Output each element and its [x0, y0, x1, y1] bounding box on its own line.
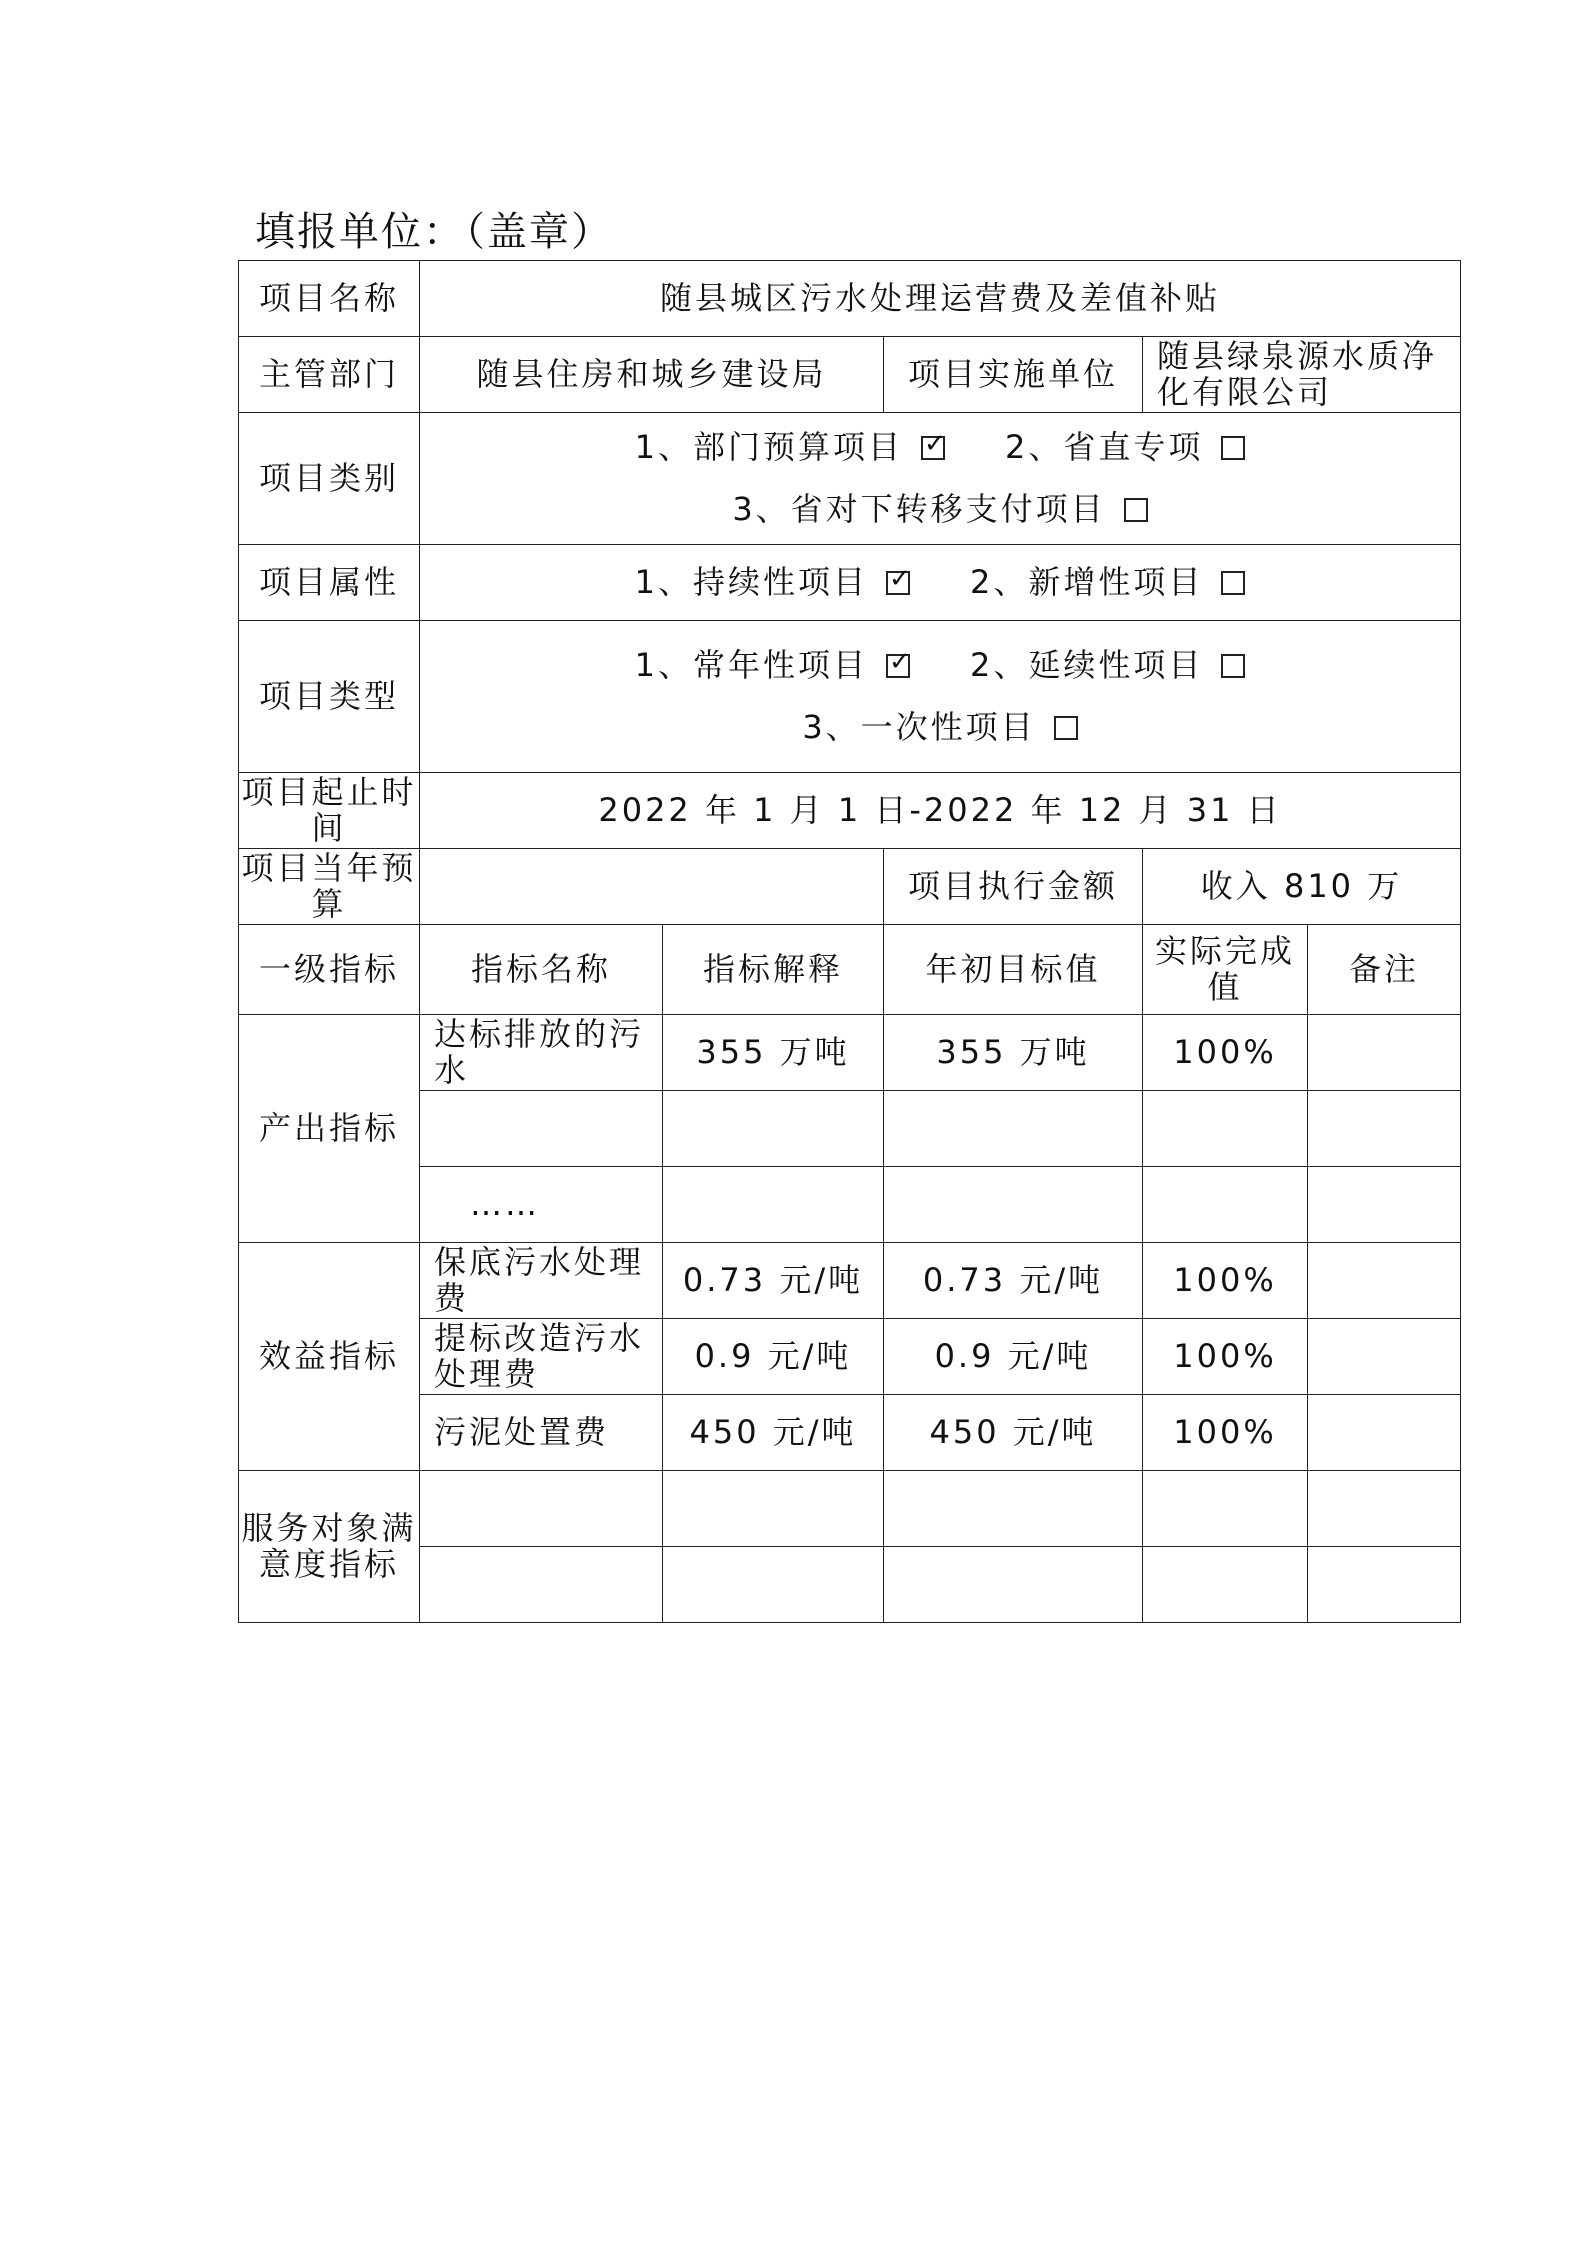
- indicator-note-cell: [1308, 1243, 1461, 1319]
- table-row: [239, 1015, 1461, 1091]
- attribute-option-1-label: 1、持续性项目: [634, 562, 868, 601]
- category-option-2[interactable]: [1005, 427, 1245, 466]
- period-value: 2022 年 1 月 1 日-2022 年 12 月 31 日: [420, 773, 1461, 849]
- indicator-actual-cell: [1143, 1091, 1308, 1167]
- indicator-name-cell: 提标改造污水处理费: [420, 1319, 663, 1395]
- indicator-note-cell: [1308, 1091, 1461, 1167]
- checked-box-icon[interactable]: [921, 436, 945, 460]
- type-option-2-label: 2、延续性项目: [970, 645, 1204, 684]
- empty-box-icon[interactable]: [1054, 716, 1078, 740]
- project-name-label: 项目名称: [239, 261, 420, 337]
- indicator-explain-cell: [663, 1471, 884, 1547]
- empty-box-icon[interactable]: [1221, 436, 1245, 460]
- table-row: [239, 1243, 1461, 1319]
- indicator-note-cell: [1308, 1319, 1461, 1395]
- performance-form-table: [238, 260, 1461, 1623]
- indicator-actual-cell: 100%: [1143, 1243, 1308, 1319]
- indicator-explain-cell: [663, 1091, 884, 1167]
- indicator-actual-cell: [1143, 1167, 1308, 1243]
- indicator-name-cell: ……: [420, 1167, 663, 1243]
- indicator-note-cell: [1308, 1167, 1461, 1243]
- checked-box-icon[interactable]: [886, 654, 910, 678]
- table-row: [239, 1471, 1461, 1547]
- indicator-actual-cell: 100%: [1143, 1319, 1308, 1395]
- type-option-1[interactable]: [634, 645, 910, 684]
- indicator-name-cell: 污泥处置费: [420, 1395, 663, 1471]
- exec-amount-label: 项目执行金额: [884, 849, 1143, 925]
- col-header-note: 备注: [1308, 925, 1461, 1015]
- type-option-3[interactable]: [802, 707, 1077, 746]
- indicator-name-cell: [420, 1091, 663, 1167]
- checked-box-icon[interactable]: [886, 571, 910, 595]
- category-option-3-label: 3、省对下转移支付项目: [732, 489, 1106, 528]
- table-row: [239, 1091, 1461, 1167]
- type-option-3-label: 3、一次性项目: [802, 707, 1036, 746]
- indicator-target-cell: [884, 1167, 1143, 1243]
- indicator-note-cell: [1308, 1395, 1461, 1471]
- indicator-actual-cell: [1143, 1547, 1308, 1623]
- impl-unit-value: 随县绿泉源水质净化有限公司: [1143, 337, 1461, 413]
- table-row: [239, 1319, 1461, 1395]
- satisfaction-indicator-label: 服务对象满意度指标: [239, 1471, 420, 1623]
- indicator-explain-cell: [663, 1547, 884, 1623]
- indicator-target-cell: [884, 1471, 1143, 1547]
- category-option-2-label: 2、省直专项: [1005, 427, 1204, 466]
- indicator-explain-cell: 355 万吨: [663, 1015, 884, 1091]
- indicator-target-cell: [884, 1547, 1143, 1623]
- dept-label: 主管部门: [239, 337, 420, 413]
- indicator-target-cell: 0.9 元/吨: [884, 1319, 1143, 1395]
- attribute-label: 项目属性: [239, 545, 420, 621]
- indicator-name-cell: 保底污水处理费: [420, 1243, 663, 1319]
- indicator-actual-cell: 100%: [1143, 1395, 1308, 1471]
- impl-unit-label: 项目实施单位: [884, 337, 1143, 413]
- indicator-explain-cell: 0.73 元/吨: [663, 1243, 884, 1319]
- col-header-target: 年初目标值: [884, 925, 1143, 1015]
- indicator-name-cell: 达标排放的污水: [420, 1015, 663, 1091]
- col-header-explain: 指标解释: [663, 925, 884, 1015]
- indicator-target-cell: 355 万吨: [884, 1015, 1143, 1091]
- indicator-target-cell: 450 元/吨: [884, 1395, 1143, 1471]
- indicator-actual-cell: [1143, 1471, 1308, 1547]
- category-option-1[interactable]: [634, 427, 945, 466]
- attribute-options: [420, 545, 1461, 621]
- table-row: [239, 1167, 1461, 1243]
- indicator-explain-cell: 0.9 元/吨: [663, 1319, 884, 1395]
- project-name-value: 随县城区污水处理运营费及差值补贴: [420, 261, 1461, 337]
- category-label: 项目类别: [239, 413, 420, 545]
- indicator-target-cell: [884, 1091, 1143, 1167]
- indicator-actual-cell: 100%: [1143, 1015, 1308, 1091]
- type-option-1-label: 1、常年性项目: [634, 645, 868, 684]
- table-row: [239, 1395, 1461, 1471]
- fill-unit-label: 填报单位：（盖章）: [255, 209, 613, 255]
- benefit-indicator-label: 效益指标: [239, 1243, 420, 1471]
- indicator-target-cell: 0.73 元/吨: [884, 1243, 1143, 1319]
- indicator-explain-cell: [663, 1167, 884, 1243]
- empty-box-icon[interactable]: [1221, 654, 1245, 678]
- budget-value: [420, 849, 884, 925]
- indicator-name-cell: [420, 1547, 663, 1623]
- category-option-1-label: 1、部门预算项目: [634, 427, 903, 466]
- exec-amount-value: 收入 810 万: [1143, 849, 1461, 925]
- type-option-2[interactable]: [970, 645, 1245, 684]
- empty-box-icon[interactable]: [1124, 498, 1148, 522]
- budget-label: 项目当年预算: [239, 849, 420, 925]
- type-options: [420, 621, 1461, 773]
- category-options: [420, 413, 1461, 545]
- col-header-level1: 一级指标: [239, 925, 420, 1015]
- table-row: [239, 1547, 1461, 1623]
- indicator-name-cell: [420, 1471, 663, 1547]
- output-indicator-label: 产出指标: [239, 1015, 420, 1243]
- col-header-actual: 实际完成值: [1143, 925, 1308, 1015]
- attribute-option-2-label: 2、新增性项目: [970, 562, 1204, 601]
- indicator-note-cell: [1308, 1015, 1461, 1091]
- attribute-option-1[interactable]: [634, 562, 910, 601]
- empty-box-icon[interactable]: [1221, 571, 1245, 595]
- attribute-option-2[interactable]: [970, 562, 1245, 601]
- indicator-explain-cell: 450 元/吨: [663, 1395, 884, 1471]
- indicator-header-row: [239, 925, 1461, 1015]
- col-header-name: 指标名称: [420, 925, 663, 1015]
- dept-value: 随县住房和城乡建设局: [420, 337, 884, 413]
- category-option-3[interactable]: [732, 489, 1147, 528]
- period-label: 项目起止时间: [239, 773, 420, 849]
- indicator-note-cell: [1308, 1547, 1461, 1623]
- indicator-note-cell: [1308, 1471, 1461, 1547]
- type-label: 项目类型: [239, 621, 420, 773]
